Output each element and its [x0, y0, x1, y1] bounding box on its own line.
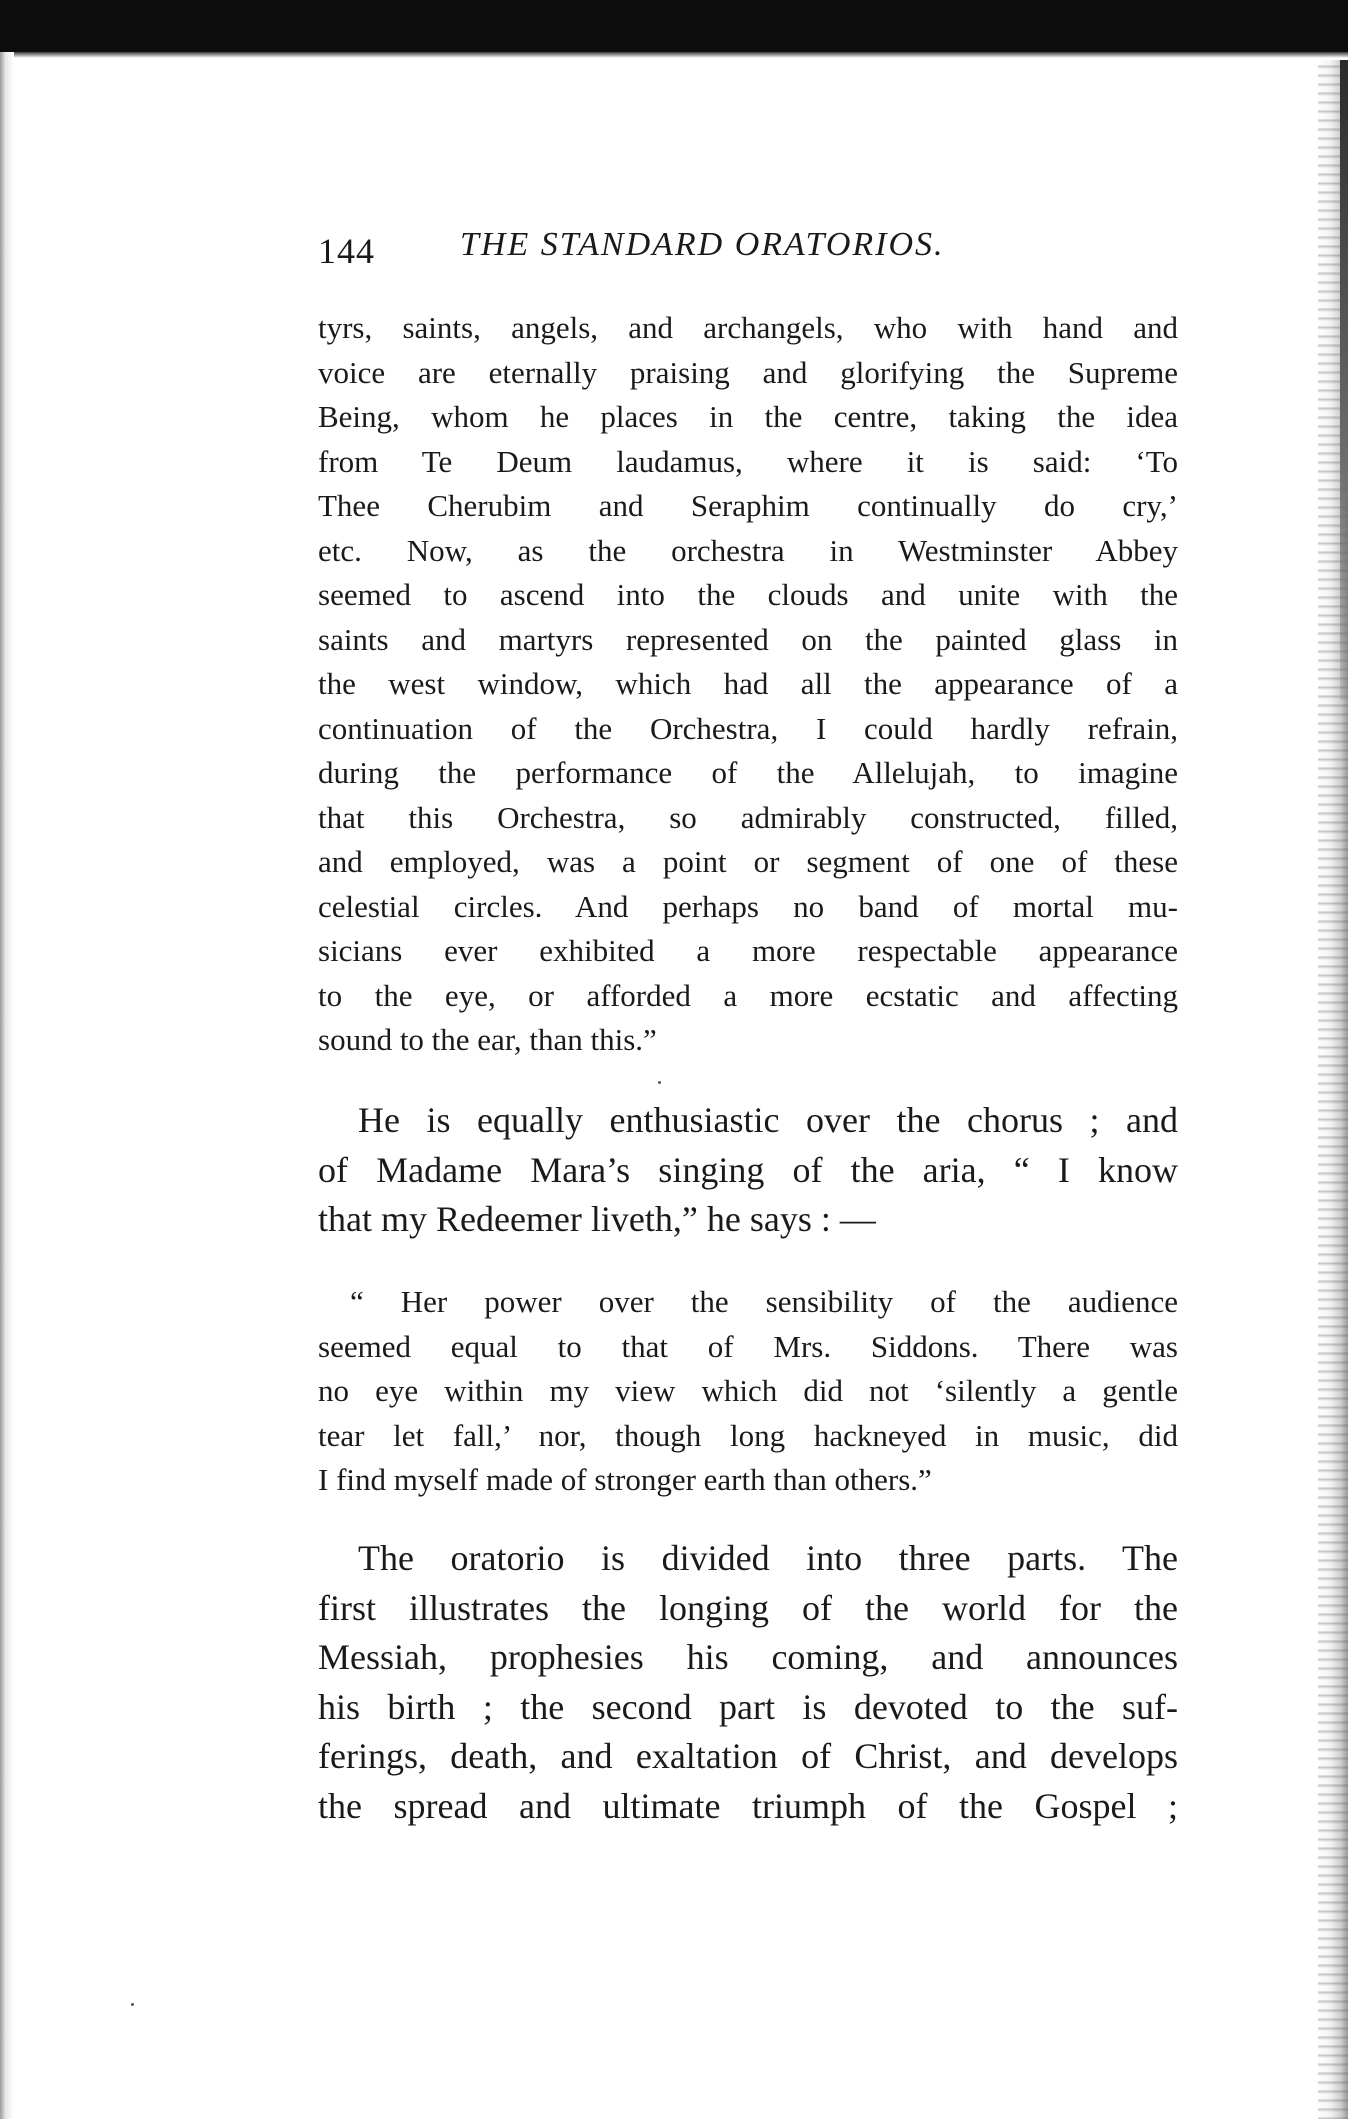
scan-right-shadow — [1340, 60, 1348, 700]
paragraph-oratorio-parts — [318, 1534, 1178, 1831]
text-line: tyrs, saints, angels, and archangels, who with hand and — [318, 310, 1178, 345]
text-line: etc. Now, as the orchestra in Westminster Abbey — [318, 532, 1178, 568]
print-speck — [658, 1081, 661, 1084]
text-line: voice are eternally praising and glorifying the Supreme — [318, 354, 1178, 390]
text-line: Thee Cherubim and Seraphim continually do cry,’ — [318, 488, 1178, 523]
text-line: that this Orchestra, so admirably constructed, filled, — [318, 799, 1178, 835]
text-line: The oratorio is divided into three parts. The — [358, 1538, 1178, 1578]
text-line: celestial circles. And perhaps no band of mortal mu- — [318, 888, 1178, 924]
text-line: first illustrates the longing of the world for the — [318, 1587, 1178, 1628]
scan-top-shadow — [0, 52, 1348, 58]
text-line: He is equally enthusiastic over the chorus ; and — [358, 1100, 1178, 1140]
text-line: “ Her power over the sensibility of the audience — [350, 1284, 1178, 1319]
text-line: sicians ever exhibited a more respectable appearance — [318, 933, 1178, 968]
text-line: that my Redeemer liveth,” he says : — — [318, 1199, 876, 1239]
text-line: ferings, death, and exaltation of Christ, and develops — [318, 1736, 1178, 1776]
text-line: tear let fall,’ nor, though long hackneyed in music, did — [318, 1417, 1178, 1453]
text-line: continuation of the Orchestra, I could hardly refrain, — [318, 710, 1178, 746]
text-line: during the performance of the Allelujah, to imagine — [318, 755, 1178, 790]
text-line: Messiah, prophesies his coming, and announces — [318, 1637, 1178, 1677]
text-line: the west window, which had all the appearance of a — [318, 666, 1178, 701]
print-speck — [131, 2003, 134, 2006]
text-line: to the eye, or afforded a more ecstatic and affecting — [318, 977, 1178, 1013]
text-line: from Te Deum laudamus, where it is said: ‘To — [318, 443, 1178, 479]
running-head: THE STANDARD ORATORIOS. — [460, 226, 945, 263]
text-line: the spread and ultimate triumph of the Gospel ; — [318, 1785, 1178, 1826]
text-line: sound to the ear, than this.” — [318, 1022, 657, 1057]
scan-left-edge — [0, 52, 14, 2119]
text-line: of Madame Mara’s singing of the aria, “ I know — [318, 1149, 1178, 1190]
text-line: I find myself made of stronger earth than others.” — [318, 1462, 932, 1497]
text-line: his birth ; the second part is devoted to the suf- — [318, 1686, 1178, 1727]
text-line: Being, whom he places in the centre, taking the idea — [318, 399, 1178, 434]
page-number: 144 — [318, 231, 375, 271]
text-line: and employed, was a point or segment of one of these — [318, 844, 1178, 879]
page-header — [318, 222, 1198, 282]
text-line: saints and martyrs represented on the painted glass in — [318, 621, 1178, 657]
text-line: seemed to ascend into the clouds and unite with the — [318, 577, 1178, 612]
scan-top-border — [0, 0, 1348, 52]
paragraph-enthusiastic — [318, 1096, 1178, 1245]
text-line: seemed equal to that of Mrs. Siddons. There was — [318, 1328, 1178, 1364]
paragraph-mara-quote — [318, 1280, 1178, 1503]
paragraph-quoted-letter — [318, 306, 1178, 1063]
text-line: no eye within my view which did not ‘silently a gentle — [318, 1373, 1178, 1408]
